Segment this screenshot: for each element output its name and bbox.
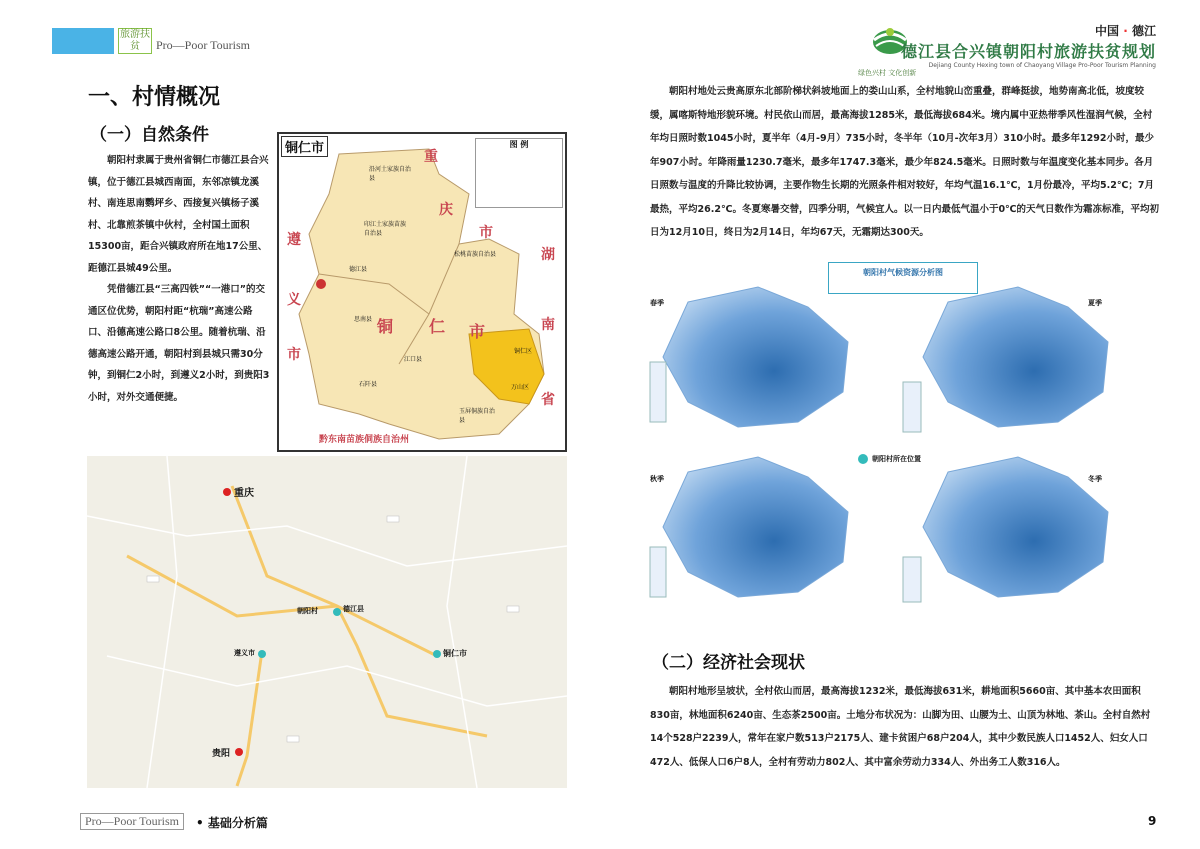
region-label: 义	[287, 292, 301, 308]
city: 德江	[1131, 24, 1156, 38]
map-label-dejiang: 德江县	[343, 605, 364, 613]
county-label: 印江土家族苗族自治县	[364, 221, 407, 237]
page-number: 9	[1148, 814, 1157, 828]
climate-map	[648, 262, 1160, 622]
county-label: 万山区	[511, 384, 530, 391]
county-label: 德江县	[349, 266, 368, 273]
map-footer-label: 黔东南苗族侗族自治州	[319, 435, 410, 445]
para-location: 朝阳村隶属于贵州省铜仁市德江县合兴镇，位于德江县城西南面，东邻凉镇龙溪村、南连思南鹦坪乡、西接复兴镇杨子溪村、北靠煎茶镇中伙村，全村国土面积15300亩，距合兴镇政府所在地17公里、距德江县城49公里。	[88, 155, 269, 274]
para-economy: 朝阳村地形呈坡状，全村依山而居，最高海拔1232米，最低海拔631米，耕地面积5660亩、其中基本农田面积830亩，林地面积6240亩、生态茶2500亩。土地分布状况为：山脚为田、山腰为土、山顶为林地、茶山。全村自然村14个528户2239人，常年在家户数513户2175人、建卡贫困户68户204人，其中少数民族人口1452人、妇女人口472人、低保人口6户8人，全村有劳动力802人、其中富余劳动力334人、外出务工人数316人。	[650, 686, 1151, 768]
region-label: 湖	[541, 247, 555, 263]
header-left-title: Pro—Poor Tourism	[156, 38, 250, 52]
road-map-graphic	[87, 456, 567, 788]
subsection-natural: （一）自然条件	[90, 125, 209, 145]
season-autumn: 秋季	[650, 475, 664, 483]
county-label: 江口县	[404, 356, 423, 363]
season-winter: 冬季	[1088, 475, 1102, 483]
footer-section: • 基础分析篇	[196, 816, 268, 830]
region-label: 铜	[377, 317, 394, 336]
climate-maps-graphic	[648, 262, 1160, 622]
road-map	[87, 456, 567, 788]
climate-legend: 朝阳村所在位置	[872, 455, 921, 463]
climate-title: 朝阳村气候资源分析图	[828, 262, 978, 294]
map-label-guiyang: 贵阳	[212, 749, 231, 759]
county-label: 沿河土家族自治县	[369, 166, 412, 182]
tongren-map	[277, 132, 567, 452]
map-title: 铜仁市	[281, 136, 328, 157]
footer-brand: Pro—Poor Tourism	[80, 813, 184, 830]
map-label-zunyi: 遵义市	[234, 649, 255, 657]
county-label: 石阡县	[359, 381, 378, 388]
map-label-tongren: 铜仁市	[443, 649, 467, 658]
country: 中国	[1095, 24, 1120, 38]
region-label: 市	[479, 225, 493, 241]
subsection-economy: （二）经济社会现状	[652, 653, 805, 673]
county-label: 松桃苗族自治县	[454, 251, 497, 258]
para-transport: 凭借德江县“三高四铁”“一港口”的交通区位优势，朝阳村距“杭瑞”高速公路口、沿德高速公路口8公里。随着杭瑞、沿德高速公路开通，朝阳村到县城只需30分钟，到铜仁2小时，到遵义2小时，到贵阳3小时，对外交通便捷。	[88, 284, 270, 403]
doc-title: 德江县合兴镇朝阳村旅游扶贫规划	[900, 42, 1156, 61]
header-motto: 绿色兴村 文化创新	[858, 69, 917, 77]
county-label: 铜仁区	[514, 348, 533, 355]
region-label: 南	[541, 317, 555, 333]
region-label: 市	[287, 347, 301, 363]
region-label: 市	[469, 322, 486, 341]
doc-subtitle: Dejiang County Hexing town of Chaoyang Village Pro-Poor Tourism Planning	[928, 62, 1156, 69]
header-logo: 旅游扶贫	[120, 29, 150, 52]
season-summer: 夏季	[1088, 299, 1102, 307]
region-label: 重	[424, 149, 438, 165]
county-label: 玉屏侗族自治县	[459, 408, 496, 424]
header-right	[901, 22, 1156, 69]
map-label-chongqing: 重庆	[234, 488, 254, 499]
county-label: 思南县	[354, 316, 373, 323]
map-legend: 图 例	[475, 138, 563, 208]
region-label: 遵	[287, 232, 301, 248]
map-label-chaoyang: 朝阳村	[297, 607, 318, 615]
region-label: 省	[541, 392, 555, 408]
region-label: 庆	[439, 202, 453, 218]
dot: ·	[1123, 24, 1128, 38]
region-label: 仁	[429, 317, 446, 336]
season-spring: 春季	[650, 299, 664, 307]
header-accent-bar	[52, 28, 114, 54]
para-climate: 朝阳村地处云贵高原东北部阶梯状斜坡地面上的娄山山系，全村地貌山峦重叠，群峰挺拔，地势南高北低，坡度较缓，属喀斯特地形貌环境。村民依山而居，最高海拔1285米，最低海拔684米。境内属中亚热带季风性湿润气候，全村年均日照时数1045小时，夏半年（4月-9月）735小时，冬半年（10月-次年3月）310小时。最多年1292小时，最少年907小时。年降雨量1230.7毫米，最多年1747.3毫米，最少年824.5毫米。日照时数与年温度变化基本同步。各月日照数与温度的升降比较协调，主要作物生长期的光照条件相对较好，年均气温16.1℃，1月份最冷，平均5.2℃；7月最热，平均26.2℃。冬夏寒暑交替，四季分明，气候宜人。以一日内最低气温小于0℃的天气日数作为霜冻标准，平均初日为12月10日，终日为2月14日，年均67天，无霜期达300天。	[650, 86, 1160, 238]
section-title: 一、村情概况	[88, 85, 221, 110]
